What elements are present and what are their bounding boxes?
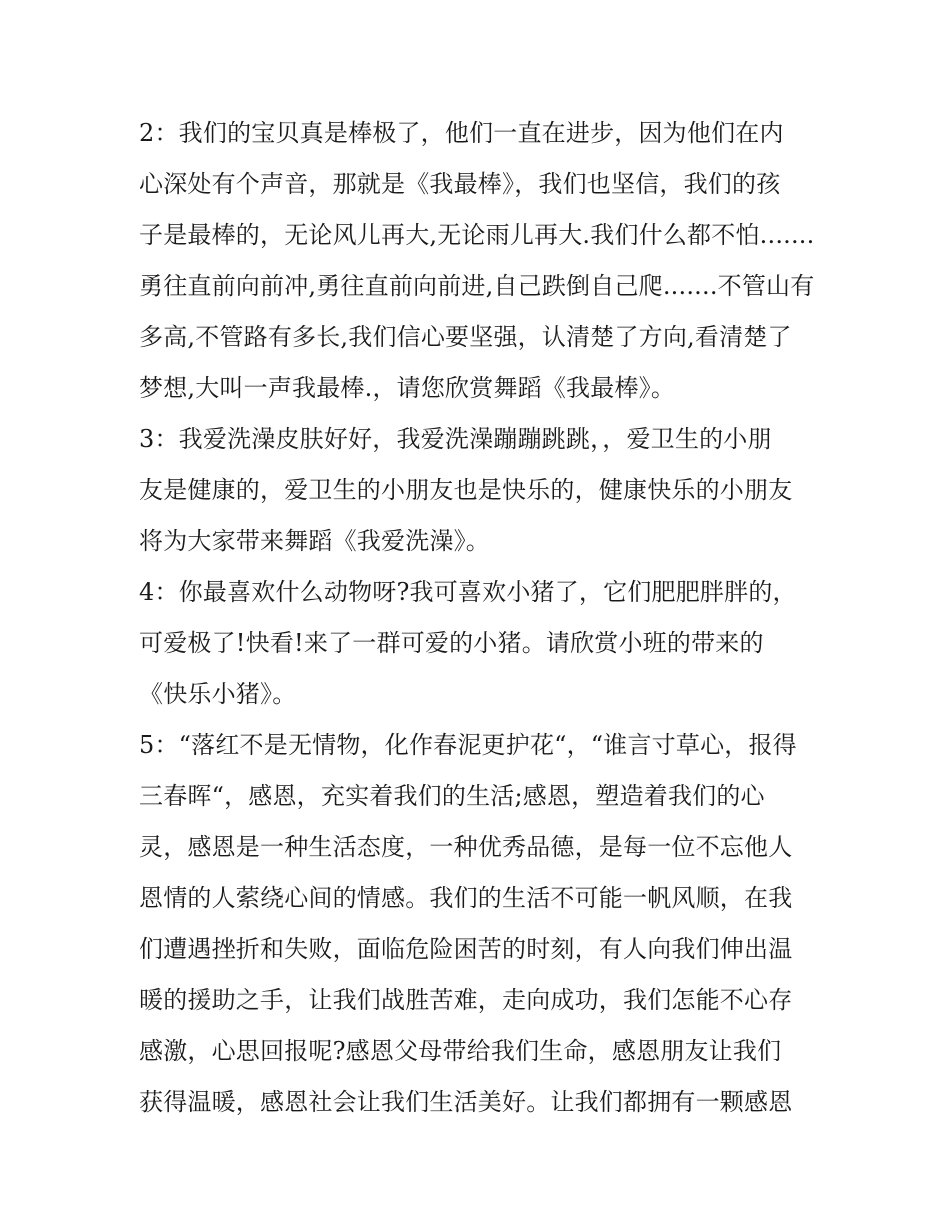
text-line: 暖的援助之手，让我们战胜苦难，走向成功，我们怎能不心存: [139, 986, 793, 1014]
text-line: 们遭遇挫折和失败，面临危险困苦的时刻，有人向我们伸出温: [139, 935, 793, 963]
text-line: 《快乐小猪》。: [139, 680, 297, 708]
text-line: 获得温暖，感恩社会让我们生活美好。让我们都拥有一颗感恩: [139, 1088, 793, 1116]
text-line: 可爱极了!快看!来了一群可爱的小猪。请欣赏小班的带来的: [139, 629, 764, 657]
text-line: 恩情的人萦绕心间的情感。我们的生活不可能一帆风顺，在我: [139, 884, 793, 912]
text-line: 将为大家带来舞蹈《我爱洗澡》。: [139, 527, 490, 555]
document-body: [139, 108, 819, 1128]
text-line: 子是最棒的，无论风儿再大,无论雨儿再大.我们什么都不怕.......: [139, 221, 815, 249]
text-line: 三春晖“，感恩，充实着我们的生活;感恩，塑造着我们的心: [139, 782, 765, 810]
text-line: 多高,不管路有多长,我们信心要坚强，认清楚了方向,看清楚了: [139, 323, 792, 351]
text-line: 梦想,大叫一声我最棒.，请您欣赏舞蹈《我最棒》。: [139, 374, 676, 402]
text-line: 2：我们的宝贝真是棒极了，他们一直在进步，因为他们在内: [139, 119, 784, 147]
text-line: 灵，感恩是一种生活态度，一种优秀品德，是每一位不忘他人: [139, 833, 793, 861]
text-line: 5：“落红不是无情物，化作春泥更护花“，“谁言寸草心，报得: [139, 731, 797, 759]
text-line: 心深处有个声音，那就是《我最棒》，我们也坚信，我们的孩: [139, 170, 781, 198]
text-line: 感激，心思回报呢?感恩父母带给我们生命，感恩朋友让我们: [139, 1037, 782, 1065]
text-line: 勇往直前向前冲,勇往直前向前进,自己跌倒自己爬.......不管山有: [139, 272, 815, 300]
text-line: 4：你最喜欢什么动物呀?我可喜欢小猪了，它们肥肥胖胖的，: [139, 578, 797, 606]
text-line: 友是健康的，爱卫生的小朋友也是快乐的，健康快乐的小朋友: [139, 476, 793, 504]
text-line: 3：我爱洗澡皮肤好好，我爱洗澡蹦蹦跳跳，，爱卫生的小朋: [139, 425, 772, 453]
